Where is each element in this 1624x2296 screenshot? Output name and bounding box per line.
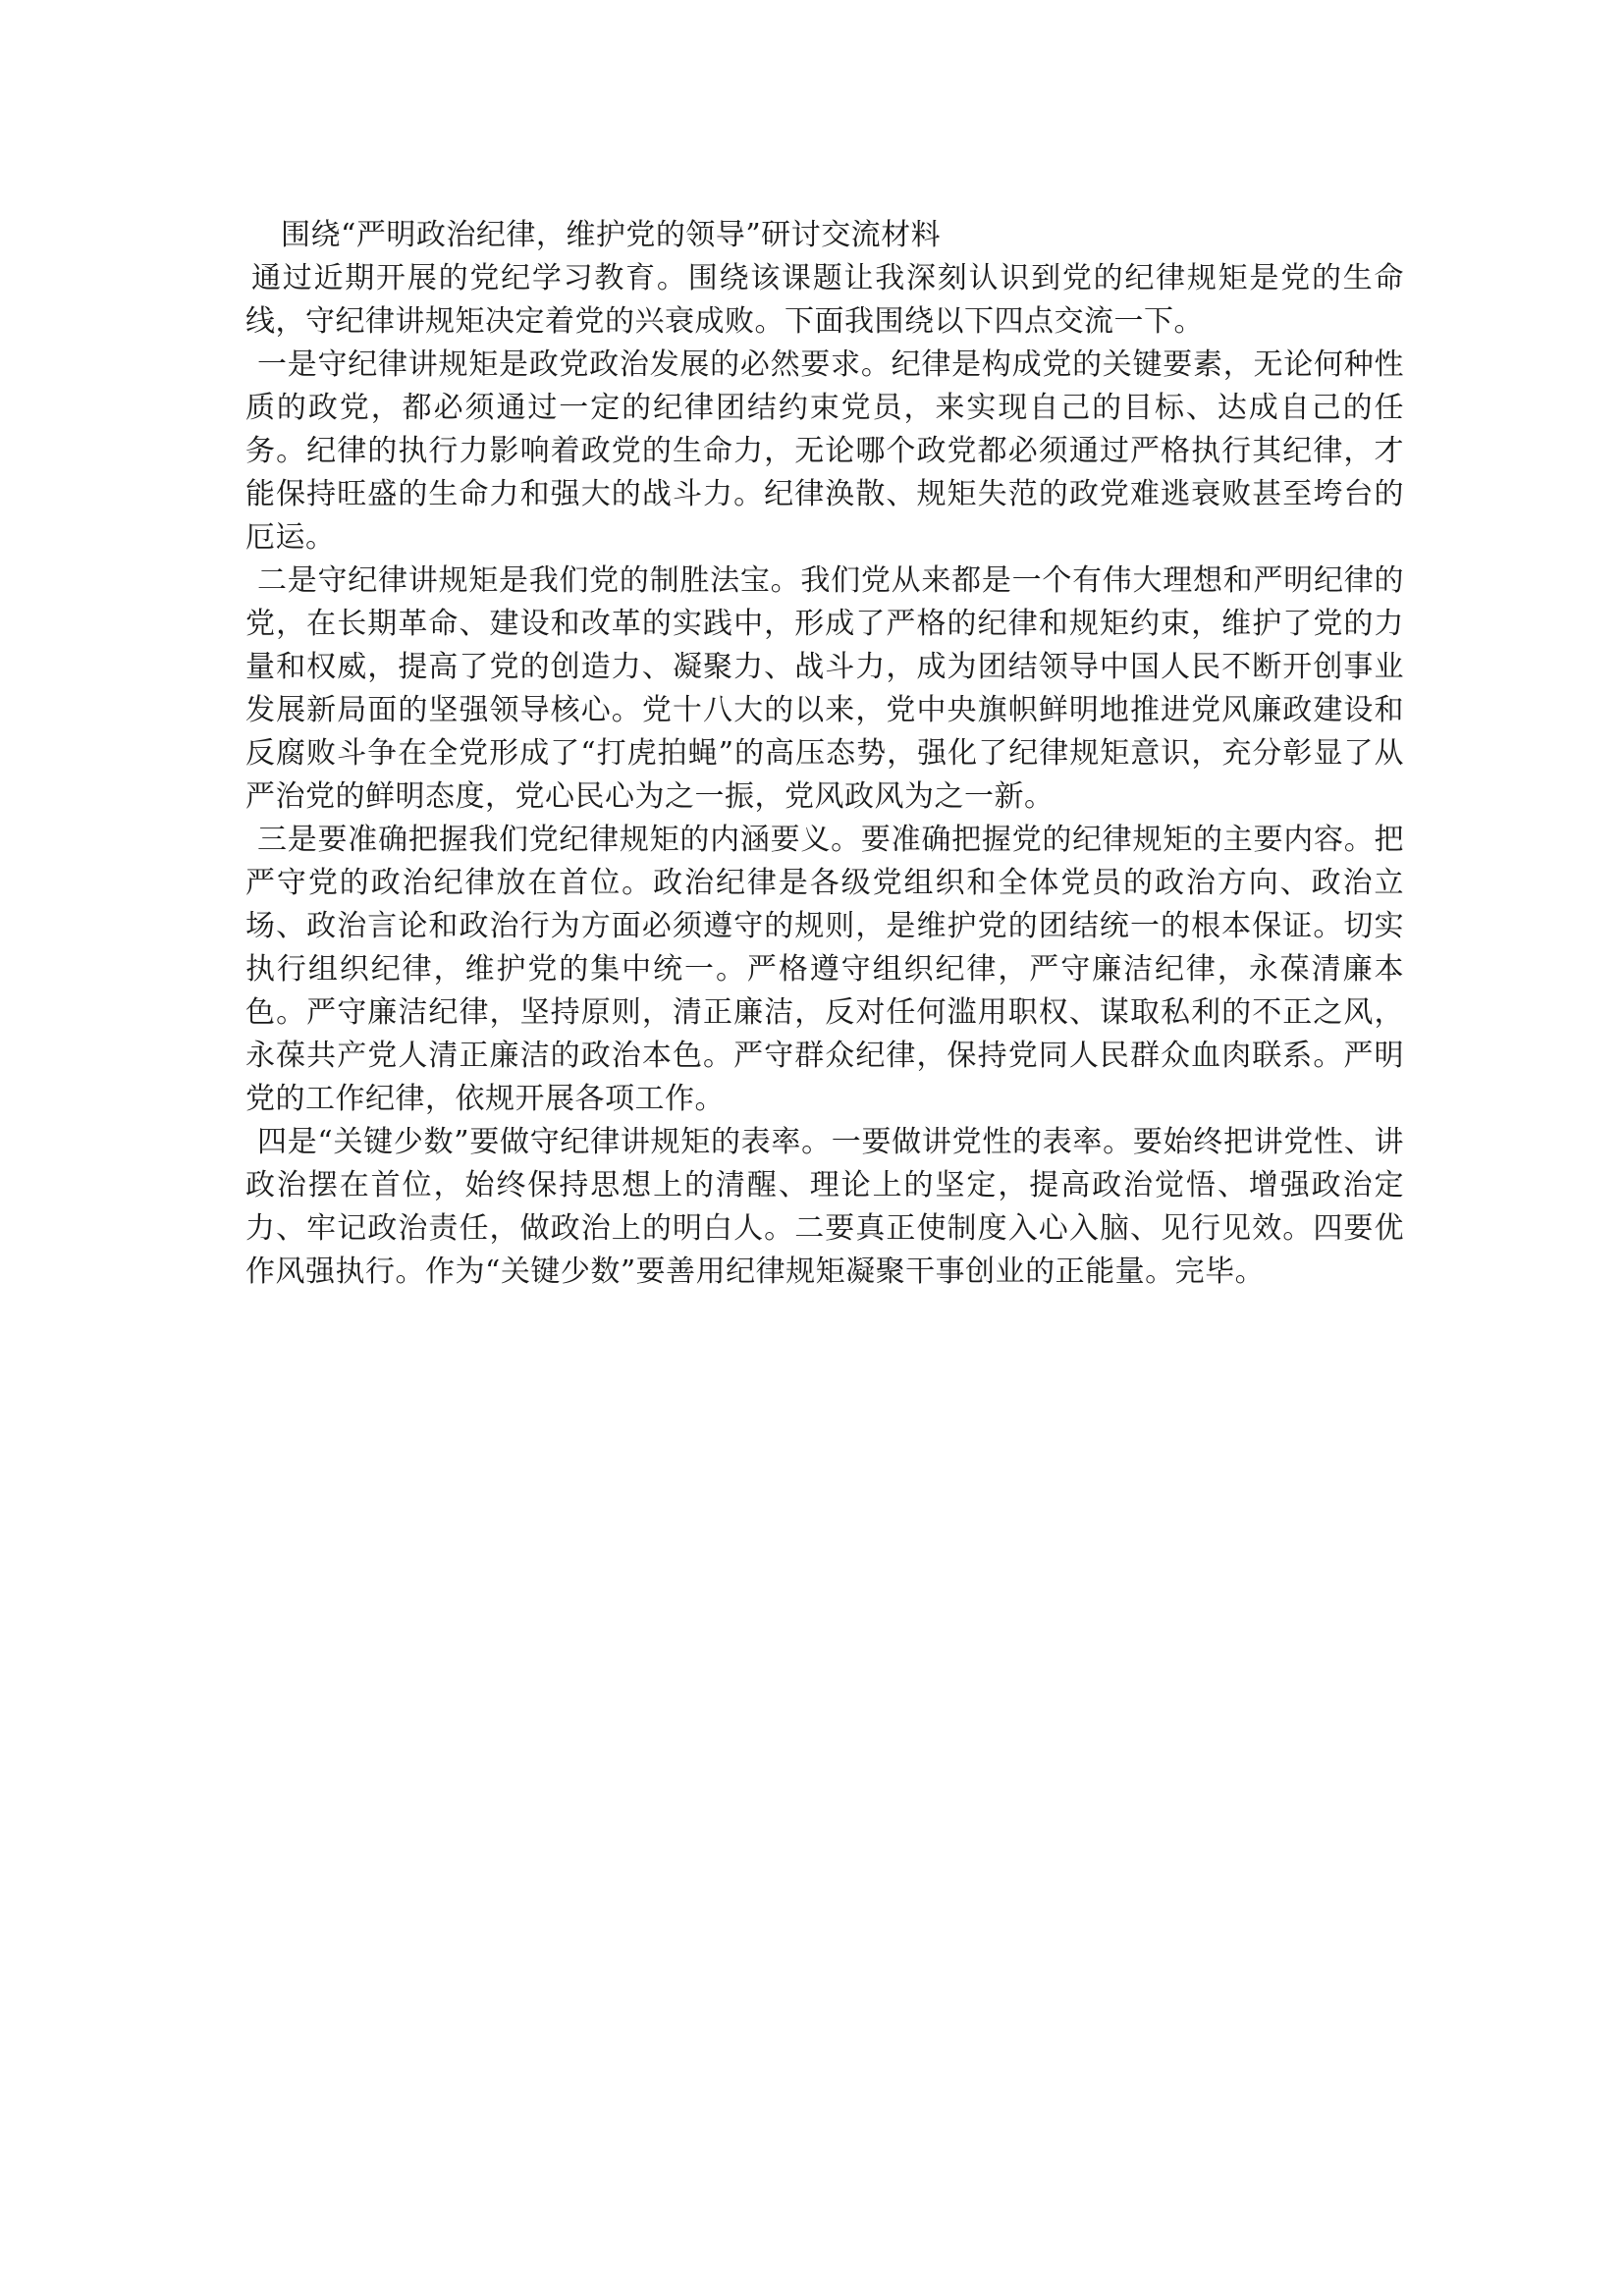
document-title: 围绕“严明政治纪律，维护党的领导”研讨交流材料: [281, 218, 942, 252]
document-body: [245, 214, 1404, 1294]
paragraph-point-two: 二是守纪律讲规矩是我们党的制胜法宝。我们党从来都是一个有伟大理想和严明纪律的党，在长期革命、建设和改革的实践中，形成了严格的纪律和规矩约束，维护了党的力量和权威，提高了党的创造力、凝聚力、战斗力，成为团结领导中国人民不断开创事业发展新局面的坚强领导核心。党十八大的以来，党中央旗帜鲜明地推进党风廉政建设和反腐败斗争在全党形成了“打虎拍蝇”的高压态势，强化了纪律规矩意识，充分彰显了从严治党的鲜明态度，党心民心为之一振，党风政风为之一新。: [245, 563, 1404, 814]
paragraph-point-four: 四是“关键少数”要做守纪律讲规矩的表率。一要做讲党性的表率。要始终把讲党性、讲政治摆在首位，始终保持思想上的清醒、理论上的坚定，提高政治觉悟、增强政治定力、牢记政治责任，做政治上的明白人。二要真正使制度入心入脑、见行见效。四要优作风强执行。作为“关键少数”要善用纪律规矩凝聚干事创业的正能量。完毕。: [245, 1125, 1404, 1289]
paragraph-intro: 通过近期开展的党纪学习教育。围绕该课题让我深刻认识到党的纪律规矩是党的生命线，守纪律讲规矩决定着党的兴衰成败。下面我围绕以下四点交流一下。: [245, 261, 1404, 339]
paragraph-point-one: 一是守纪律讲规矩是政党政治发展的必然要求。纪律是构成党的关键要素，无论何种性质的政党，都必须通过一定的纪律团结约束党员，来实现自己的目标、达成自己的任务。纪律的执行力影响着政党的生命力，无论哪个政党都必须通过严格执行其纪律，才能保持旺盛的生命力和强大的战斗力。纪律涣散、规矩失范的政党难逃衰败甚至垮台的厄运。: [245, 347, 1404, 555]
paragraph-point-three: 三是要准确把握我们党纪律规矩的内涵要义。要准确把握党的纪律规矩的主要内容。把严守党的政治纪律放在首位。政治纪律是各级党组织和全体党员的政治方向、政治立场、政治言论和政治行为方面必须遵守的规则，是维护党的团结统一的根本保证。切实执行组织纪律，维护党的集中统一。严格遵守组织纪律，严守廉洁纪律，永葆清廉本色。严守廉洁纪律，坚持原则，清正廉洁，反对任何滥用职权、谋取私利的不正之风，永葆共产党人清正廉洁的政治本色。严守群众纪律，保持党同人民群众血肉联系。严明党的工作纪律，依规开展各项工作。: [245, 823, 1404, 1116]
